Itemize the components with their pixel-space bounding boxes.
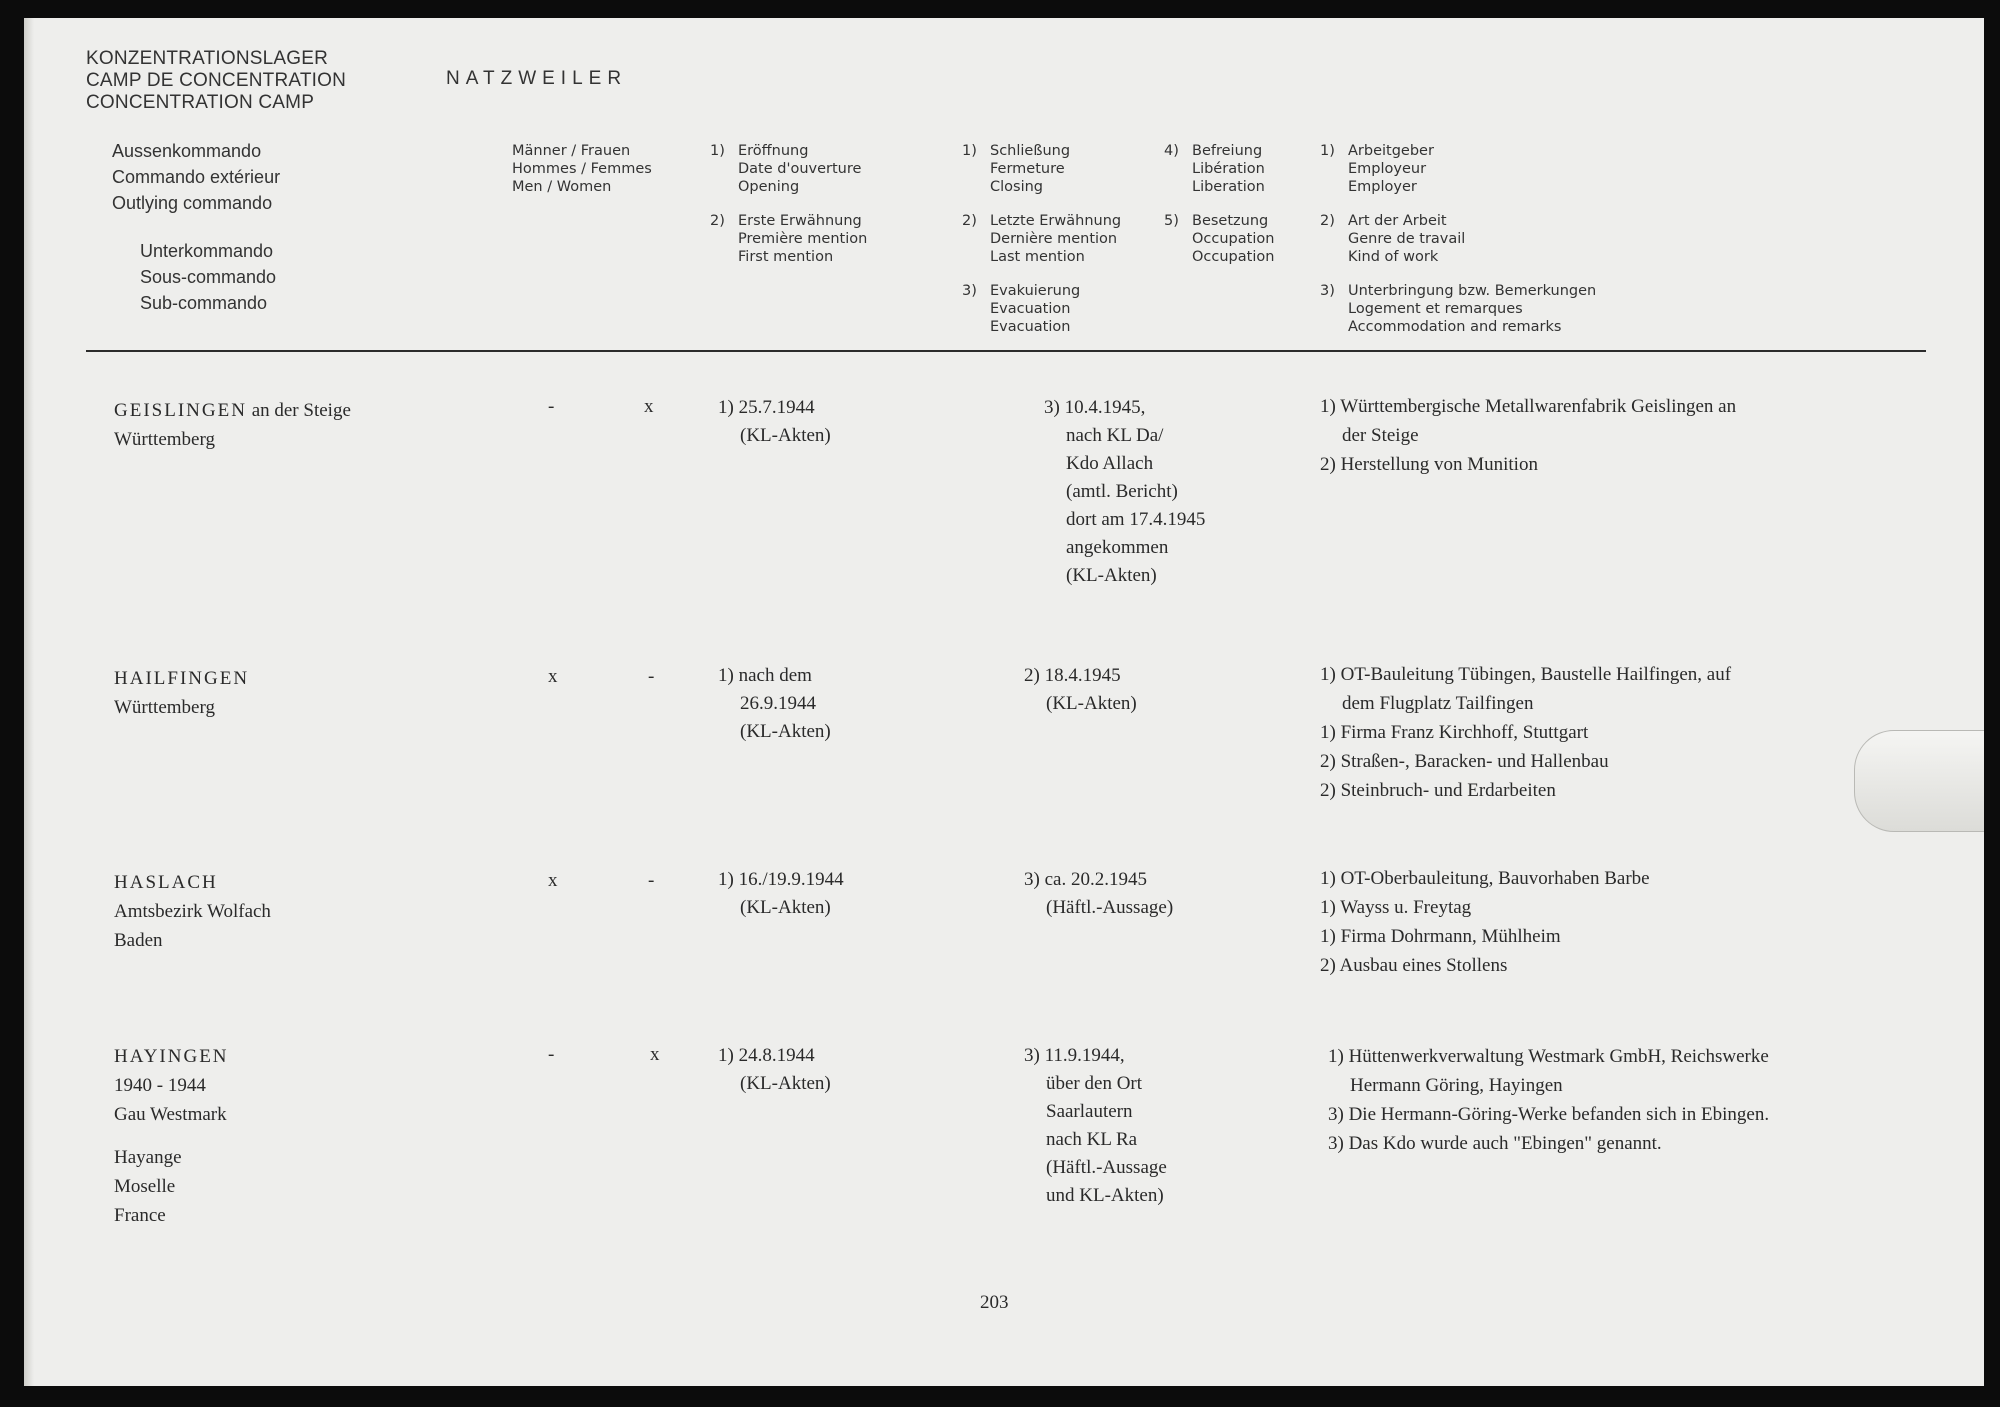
- date-line: 1) 25.7.1944: [718, 397, 815, 418]
- date-line: (Häftl.-Aussage: [1046, 1157, 1167, 1178]
- note-line: 1) OT-Oberbauleitung, Bauvorhaben Barbe: [1320, 868, 1650, 889]
- book-gutter: [24, 18, 34, 1386]
- sub-commando-label: [140, 238, 276, 316]
- date-line: 26.9.1944: [740, 693, 816, 714]
- page-number: 203: [980, 1292, 1009, 1313]
- sub-fr: Sous-commando: [140, 267, 277, 287]
- header-num: 3): [1320, 283, 1335, 299]
- header-term: Evakuierung: [990, 283, 1081, 299]
- place-line: France: [114, 1205, 166, 1226]
- place-line: Amtsbezirk Wolfach: [114, 901, 271, 922]
- date-line: über den Ort: [1046, 1073, 1143, 1094]
- header-term: Schließung: [990, 143, 1071, 159]
- date-line: (KL-Akten): [1046, 693, 1137, 714]
- document-page: [24, 18, 1984, 1386]
- header-term: Date d'ouverture: [738, 161, 862, 177]
- camp-entry-name: HAILFINGEN: [114, 668, 250, 689]
- closing-dates: [1024, 866, 1173, 922]
- outlying-fr: Commando extérieur: [112, 167, 281, 187]
- header-num: 4): [1164, 143, 1179, 159]
- header-term: Occupation: [1192, 249, 1275, 265]
- closing-dates: [1024, 662, 1137, 718]
- header-term: Arbeitgeber: [1348, 143, 1434, 159]
- header-block: [962, 142, 1121, 196]
- header-term: Liberation: [1192, 179, 1265, 195]
- date-line: 1) nach dem: [718, 665, 812, 686]
- camp-type-label: [86, 48, 346, 114]
- header-term: Evacuation: [990, 319, 1071, 335]
- men-women-en: Men / Women: [512, 179, 612, 195]
- date-line: (KL-Akten): [740, 425, 831, 446]
- men-women-de: Männer / Frauen: [512, 143, 631, 159]
- header-term: Accommodation and remarks: [1348, 319, 1562, 335]
- header-term: Employer: [1348, 179, 1417, 195]
- women-mark: -: [648, 870, 655, 891]
- camp-line-de: KONZENTRATIONSLAGER: [86, 48, 329, 69]
- header-term: Erste Erwähnung: [738, 213, 862, 229]
- outlying-de: Aussenkommando: [112, 141, 262, 161]
- header-block: [710, 142, 867, 196]
- entry-place: [114, 1042, 229, 1230]
- date-line: (amtl. Bericht): [1066, 481, 1178, 502]
- header-block: [1320, 142, 1596, 196]
- date-line: Kdo Allach: [1066, 453, 1154, 474]
- date-line: dort am 17.4.1945: [1066, 509, 1206, 530]
- header-num: 1): [1320, 143, 1335, 159]
- note-line: 2) Straßen-, Baracken- und Hallenbau: [1320, 751, 1609, 772]
- header-block: [1320, 212, 1596, 266]
- header-term: Employeur: [1348, 161, 1427, 177]
- header-block: [962, 212, 1121, 266]
- opening-dates: [718, 662, 831, 746]
- header-term: Besetzung: [1192, 213, 1269, 229]
- closing-dates: [1044, 394, 1205, 590]
- header-term: Genre de travail: [1348, 231, 1466, 247]
- men-mark: x: [548, 870, 558, 891]
- date-line: (KL-Akten): [740, 721, 831, 742]
- header-term: Libération: [1192, 161, 1265, 177]
- men-mark: x: [548, 666, 558, 687]
- men-women-fr: Hommes / Femmes: [512, 161, 652, 177]
- header-term: Closing: [990, 179, 1044, 195]
- note-line: 3) Das Kdo wurde auch "Ebingen" genannt.: [1328, 1133, 1662, 1154]
- header-term: Opening: [738, 179, 800, 195]
- date-line: 3) 11.9.1944,: [1024, 1045, 1125, 1066]
- opening-header: [710, 142, 867, 282]
- date-line: Saarlautern: [1046, 1101, 1133, 1122]
- date-line: (Häftl.-Aussage): [1046, 897, 1174, 918]
- note-line: 2) Ausbau eines Stollens: [1320, 955, 1508, 976]
- header-num: 2): [710, 213, 725, 229]
- date-line: angekommen: [1066, 537, 1169, 558]
- header-block: [1320, 282, 1596, 336]
- camp-entry-name: HASLACH: [114, 872, 218, 893]
- closing-header: [962, 142, 1121, 352]
- header-term: Letzte Erwähnung: [990, 213, 1122, 229]
- date-line: 3) 10.4.1945,: [1044, 397, 1146, 418]
- place-line: Württemberg: [114, 697, 215, 718]
- camp-entry-suffix: an der Steige: [246, 400, 351, 421]
- date-line: nach KL Da/: [1066, 425, 1164, 446]
- liberation-header: [1164, 142, 1274, 282]
- page-tab: [1854, 730, 1984, 832]
- header-num: 5): [1164, 213, 1179, 229]
- header-term: Unterbringung bzw. Bemerkungen: [1348, 283, 1597, 299]
- date-line: (KL-Akten): [740, 1073, 831, 1094]
- date-line: 2) 18.4.1945: [1024, 665, 1121, 686]
- header-num: 1): [962, 143, 977, 159]
- header-num: 1): [710, 143, 725, 159]
- employer-notes: [1320, 864, 1760, 980]
- header-num: 3): [962, 283, 977, 299]
- header-term: Befreiung: [1192, 143, 1263, 159]
- outlying-commando-label: [112, 138, 280, 216]
- place-line: Hayange: [114, 1147, 182, 1168]
- header-block: [962, 282, 1121, 336]
- note-line: 1) Württembergische Metallwarenfabrik Geislingen an der Steige: [1320, 396, 1737, 446]
- place-line: Württemberg: [114, 429, 215, 450]
- header-num: 2): [1320, 213, 1335, 229]
- header-term: First mention: [738, 249, 834, 265]
- header-term: Evacuation: [990, 301, 1071, 317]
- header-term: Eröffnung: [738, 143, 809, 159]
- women-mark: x: [650, 1044, 660, 1065]
- camp-line-en: CONCENTRATION CAMP: [86, 92, 315, 113]
- header-term: Kind of work: [1348, 249, 1439, 265]
- place-spacer: [114, 1129, 229, 1143]
- note-line: 1) Wayss u. Freytag: [1320, 897, 1472, 918]
- header-term: Logement et remarques: [1348, 301, 1523, 317]
- outlying-en: Outlying commando: [112, 193, 273, 213]
- place-line: Baden: [114, 930, 163, 951]
- header-num: 2): [962, 213, 977, 229]
- opening-dates: [718, 1042, 831, 1098]
- header-block: [1164, 212, 1274, 266]
- date-line: 1) 16./19.9.1944: [718, 869, 844, 890]
- employer-header: [1320, 142, 1596, 352]
- note-line: 1) Hüttenwerkverwaltung Westmark GmbH, Reichswerke Hermann Göring, Hayingen: [1328, 1046, 1769, 1096]
- date-line: 3) ca. 20.2.1945: [1024, 869, 1147, 890]
- camp-line-fr: CAMP DE CONCENTRATION: [86, 70, 347, 91]
- header-term: Art der Arbeit: [1348, 213, 1447, 229]
- employer-notes: [1328, 1042, 1788, 1158]
- women-mark: x: [644, 396, 654, 417]
- date-line: (KL-Akten): [740, 897, 831, 918]
- header-term: Last mention: [990, 249, 1085, 265]
- date-line: (KL-Akten): [1066, 565, 1157, 586]
- header-block: [710, 212, 867, 266]
- camp-entry-name: GEISLINGEN: [114, 400, 247, 421]
- employer-notes: [1320, 392, 1740, 479]
- header-term: Première mention: [738, 231, 868, 247]
- sub-en: Sub-commando: [140, 293, 268, 313]
- note-line: 3) Die Hermann-Göring-Werke befanden sich in Ebingen.: [1328, 1104, 1770, 1125]
- sub-de: Unterkommando: [140, 241, 274, 261]
- men-mark: -: [548, 1044, 555, 1065]
- place-line: 1940 - 1944: [114, 1075, 206, 1096]
- note-line: 1) OT-Bauleitung Tübingen, Baustelle Hailfingen, auf dem Flugplatz Tailfingen: [1320, 664, 1732, 714]
- header-term: Fermeture: [990, 161, 1065, 177]
- date-line: und KL-Akten): [1046, 1185, 1164, 1206]
- closing-dates: [1024, 1042, 1167, 1210]
- header-block: [1164, 142, 1274, 196]
- entry-place: [114, 868, 271, 955]
- date-line: 1) 24.8.1944: [718, 1045, 815, 1066]
- women-mark: -: [648, 666, 655, 687]
- place-line: Gau Westmark: [114, 1104, 227, 1125]
- note-line: 1) Firma Dohrmann, Mühlheim: [1320, 926, 1561, 947]
- place-line: Moselle: [114, 1176, 176, 1197]
- entry-place: [114, 396, 351, 454]
- camp-entry-name: HAYINGEN: [114, 1046, 229, 1067]
- employer-notes: [1320, 660, 1750, 805]
- opening-dates: [718, 866, 844, 922]
- opening-dates: [718, 394, 831, 450]
- note-line: 2) Herstellung von Munition: [1320, 454, 1538, 475]
- date-line: nach KL Ra: [1046, 1129, 1138, 1150]
- men-women-header: [512, 142, 652, 196]
- header-divider: [86, 350, 1926, 352]
- header-term: Occupation: [1192, 231, 1275, 247]
- men-mark: -: [548, 396, 555, 417]
- camp-name: NATZWEILER: [446, 68, 628, 89]
- entry-place: [114, 664, 249, 722]
- header-term: Dernière mention: [990, 231, 1118, 247]
- note-line: 1) Firma Franz Kirchhoff, Stuttgart: [1320, 722, 1589, 743]
- note-line: 2) Steinbruch- und Erdarbeiten: [1320, 780, 1556, 801]
